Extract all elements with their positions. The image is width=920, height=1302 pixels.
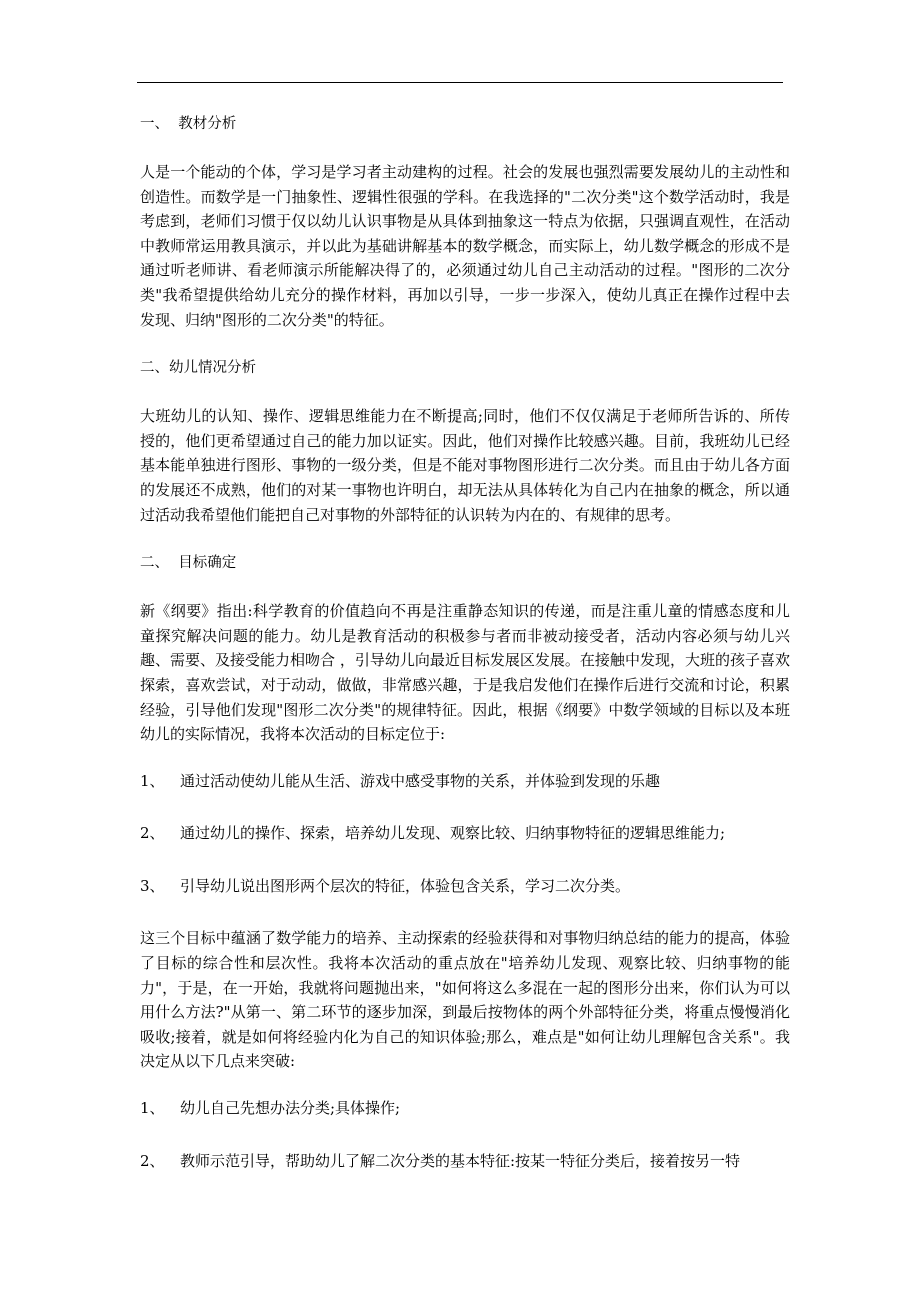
goal-item-text: 通过活动使幼儿能从生活、游戏中感受事物的关系，并体验到发现的乐趣 xyxy=(180,771,661,790)
document-body xyxy=(140,110,790,1201)
breakthrough-item xyxy=(140,1149,790,1174)
goal-item-number: 3、 xyxy=(140,876,165,895)
goal-item xyxy=(140,874,790,899)
section-heading-goals: 二、 目标确定 xyxy=(140,555,237,572)
goal-item-text: 引导幼儿说出图形两个层次的特征，体验包含关系，学习二次分类。 xyxy=(180,876,631,895)
section-heading-textbook-analysis: 一、 教材分析 xyxy=(140,116,237,132)
goal-item-number: 2、 xyxy=(140,824,165,843)
paragraph-textbook-analysis: 人是一个能动的个体，学习是学习者主动建构的过程。社会的发展也强烈需要发展幼儿的主动性和创造性。而数学是一门抽象性、逻辑性很强的学科。在我选择的"二次分类"这个数学活动时，我是考虑到，老师们习惯于仅以幼儿认识事物是从具体到抽象这一特点为依据，只强调直观性，在活动中教师常运用教具演示，并以此为基础讲解基本的数学概念，而实际上，幼儿数学概念的形成不是通过听老师讲、看老师演示所能解决得了的，必须通过幼儿自己主动活动的过程。"图形的二次分类"我希望提供给幼儿充分的操作材料，再加以引导，一步一步深入，使幼儿真正在操作过程中去发现、归纳"图形的二次分类"的特征。 xyxy=(140,163,790,329)
header-rule xyxy=(137,82,783,83)
section-heading-child-analysis: 二、幼儿情况分析 xyxy=(140,360,256,377)
breakthrough-item-number: 2、 xyxy=(140,1151,165,1170)
breakthrough-item-text: 幼儿自己先想办法分类;具体操作; xyxy=(180,1099,401,1118)
goal-item xyxy=(140,769,790,794)
goal-item xyxy=(140,821,790,846)
paragraph-goals-intro: 新《纲要》指出:科学教育的价值趋向不再是注重静态知识的传递，而是注重儿童的情感态度和儿童探究解决问题的能力。幼儿是教育活动的积极参与者而非被动接受者，活动内容必须与幼儿兴趣、需要、及接受能力相吻合 ，引导幼儿向最近目标发展区发展。在接触中发现，大班的孩子喜欢探索，喜欢尝试，对于动动，做做，非常感兴趣，于是我启发他们在操作后进行交流和讨论，积累经验，引导他们发现"图形二次分类"的规律特征。因此，根据《纲要》中数学领域的目标以及本班幼儿的实际情况，我将本次活动的目标定位于: xyxy=(140,602,790,744)
breakthrough-item-text: 教师示范引导，帮助幼儿了解二次分类的基本特征:按某一特征分类后，接着按另一特 xyxy=(180,1151,741,1170)
goal-item-number: 1、 xyxy=(140,771,165,790)
breakthrough-item xyxy=(140,1096,790,1121)
paragraph-goals-analysis: 这三个目标中蕴涵了数学能力的培养、主动探索的经验获得和对事物归纳总结的能力的提高，体验了目标的综合性和层次性。我将本次活动的重点放在"培养幼儿发现、观察比较、归纳事物的能力"，于是，在一开始，我就将问题抛出来，"如何将这么多混在一起的图形分出来，你们认为可以用什么方法?"从第一、第二环节的逐步加深，到最后按物体的两个外部特征分类，将重点慢慢消化吸收;接着，就是如何将经验内化为自己的知识体验;那么，难点是"如何让幼儿理解包含关系"。我决定从以下几点来突破: xyxy=(140,929,790,1071)
goal-item-text: 通过幼儿的操作、探索，培养幼儿发现、观察比较、归纳事物特征的逻辑思维能力; xyxy=(180,824,726,843)
breakthrough-item-number: 1、 xyxy=(140,1099,165,1118)
paragraph-child-analysis: 大班幼儿的认知、操作、逻辑思维能力在不断提高;同时，他们不仅仅满足于老师所告诉的、所传授的，他们更希望通过自己的能力加以证实。因此，他们对操作比较感兴趣。目前，我班幼儿已经基本能单独进行图形、事物的一级分类，但是不能对事物图形进行二次分类。而且由于幼儿各方面的发展还不成熟，他们的对某一事物也许明白，却无法从具体转化为自己内在抽象的概念，所以通过活动我希望他们能把自己对事物的外部特征的认识转为内在的、有规律的思考。 xyxy=(140,407,790,524)
